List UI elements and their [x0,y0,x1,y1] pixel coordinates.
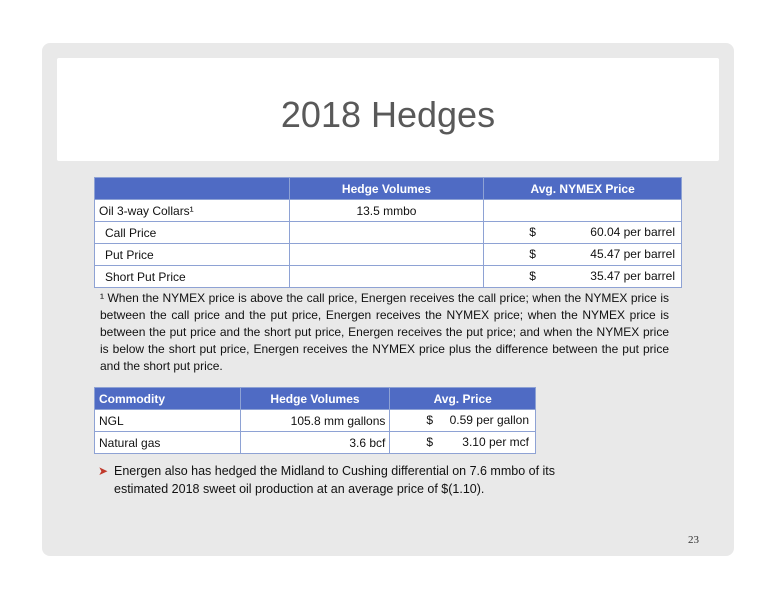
bullet-text: Energen also has hedged the Midland to Cushing differential on 7.6 mmbo of its estimated 2018 sweet oil production at an average price of $(1.10). [114,464,556,496]
page-number: 23 [688,534,699,546]
table-header-cell: Avg. NYMEX Price [484,178,682,200]
table-row [95,222,682,244]
row-label: Short Put Price [95,266,290,288]
table-header-cell [95,178,290,200]
slide [42,43,734,556]
dollar-sign: $ [529,225,536,239]
table-row [95,432,536,454]
price-amount: 0.59 per gallon [449,413,529,427]
title-box [57,58,719,161]
table-row [95,410,536,432]
table-header-cell: Commodity [95,388,241,410]
row-label: Put Price [95,244,290,266]
table-header-cell: Avg. Price [390,388,536,410]
table-header-row [95,388,536,410]
row-volume: 3.6 bcf [240,432,390,454]
row-price [484,222,682,244]
row-volume [289,222,484,244]
row-label: Call Price [95,222,290,244]
price-amount: 60.04 per barrel [590,225,675,239]
price-amount: 35.47 per barrel [590,269,675,283]
row-price [484,200,682,222]
table-row [95,266,682,288]
price-amount: 45.47 per barrel [590,247,675,261]
row-price [390,432,536,454]
table-row [95,200,682,222]
row-price [484,266,682,288]
row-label: Oil 3-way Collars¹ [95,200,290,222]
slide-title: 2018 Hedges [280,94,496,135]
table-row [95,244,682,266]
oil-hedges-table [94,177,682,288]
row-commodity: Natural gas [95,432,241,454]
row-volume: 13.5 mmbo [289,200,484,222]
table-header-cell: Hedge Volumes [240,388,390,410]
dollar-sign: $ [426,435,434,449]
commodity-hedges-table [94,387,536,454]
row-price [484,244,682,266]
table-header-cell: Hedge Volumes [289,178,484,200]
row-price [390,410,536,432]
dollar-sign: $ [426,413,434,427]
dollar-sign: $ [529,269,536,283]
dollar-sign: $ [529,247,536,261]
arrow-bullet-icon: ➤ [98,464,109,478]
row-volume: 105.8 mm gallons [240,410,390,432]
row-volume [289,266,484,288]
price-amount: 3.10 per mcf [462,435,529,449]
row-commodity: NGL [95,410,241,432]
row-volume [289,244,484,266]
table-header-row [95,178,682,200]
footnote: ¹ When the NYMEX price is above the call price, Energen receives the call price; when the NYMEX price is between the call price and the put price, Energen receives the NYMEX price; when the NYMEX price is between the put price and the short put price, Energen receives the put price; and when the NYMEX price is below the short put price, Energen receives the NYMEX price plus the difference between the put price and the short put price. [100,291,669,373]
